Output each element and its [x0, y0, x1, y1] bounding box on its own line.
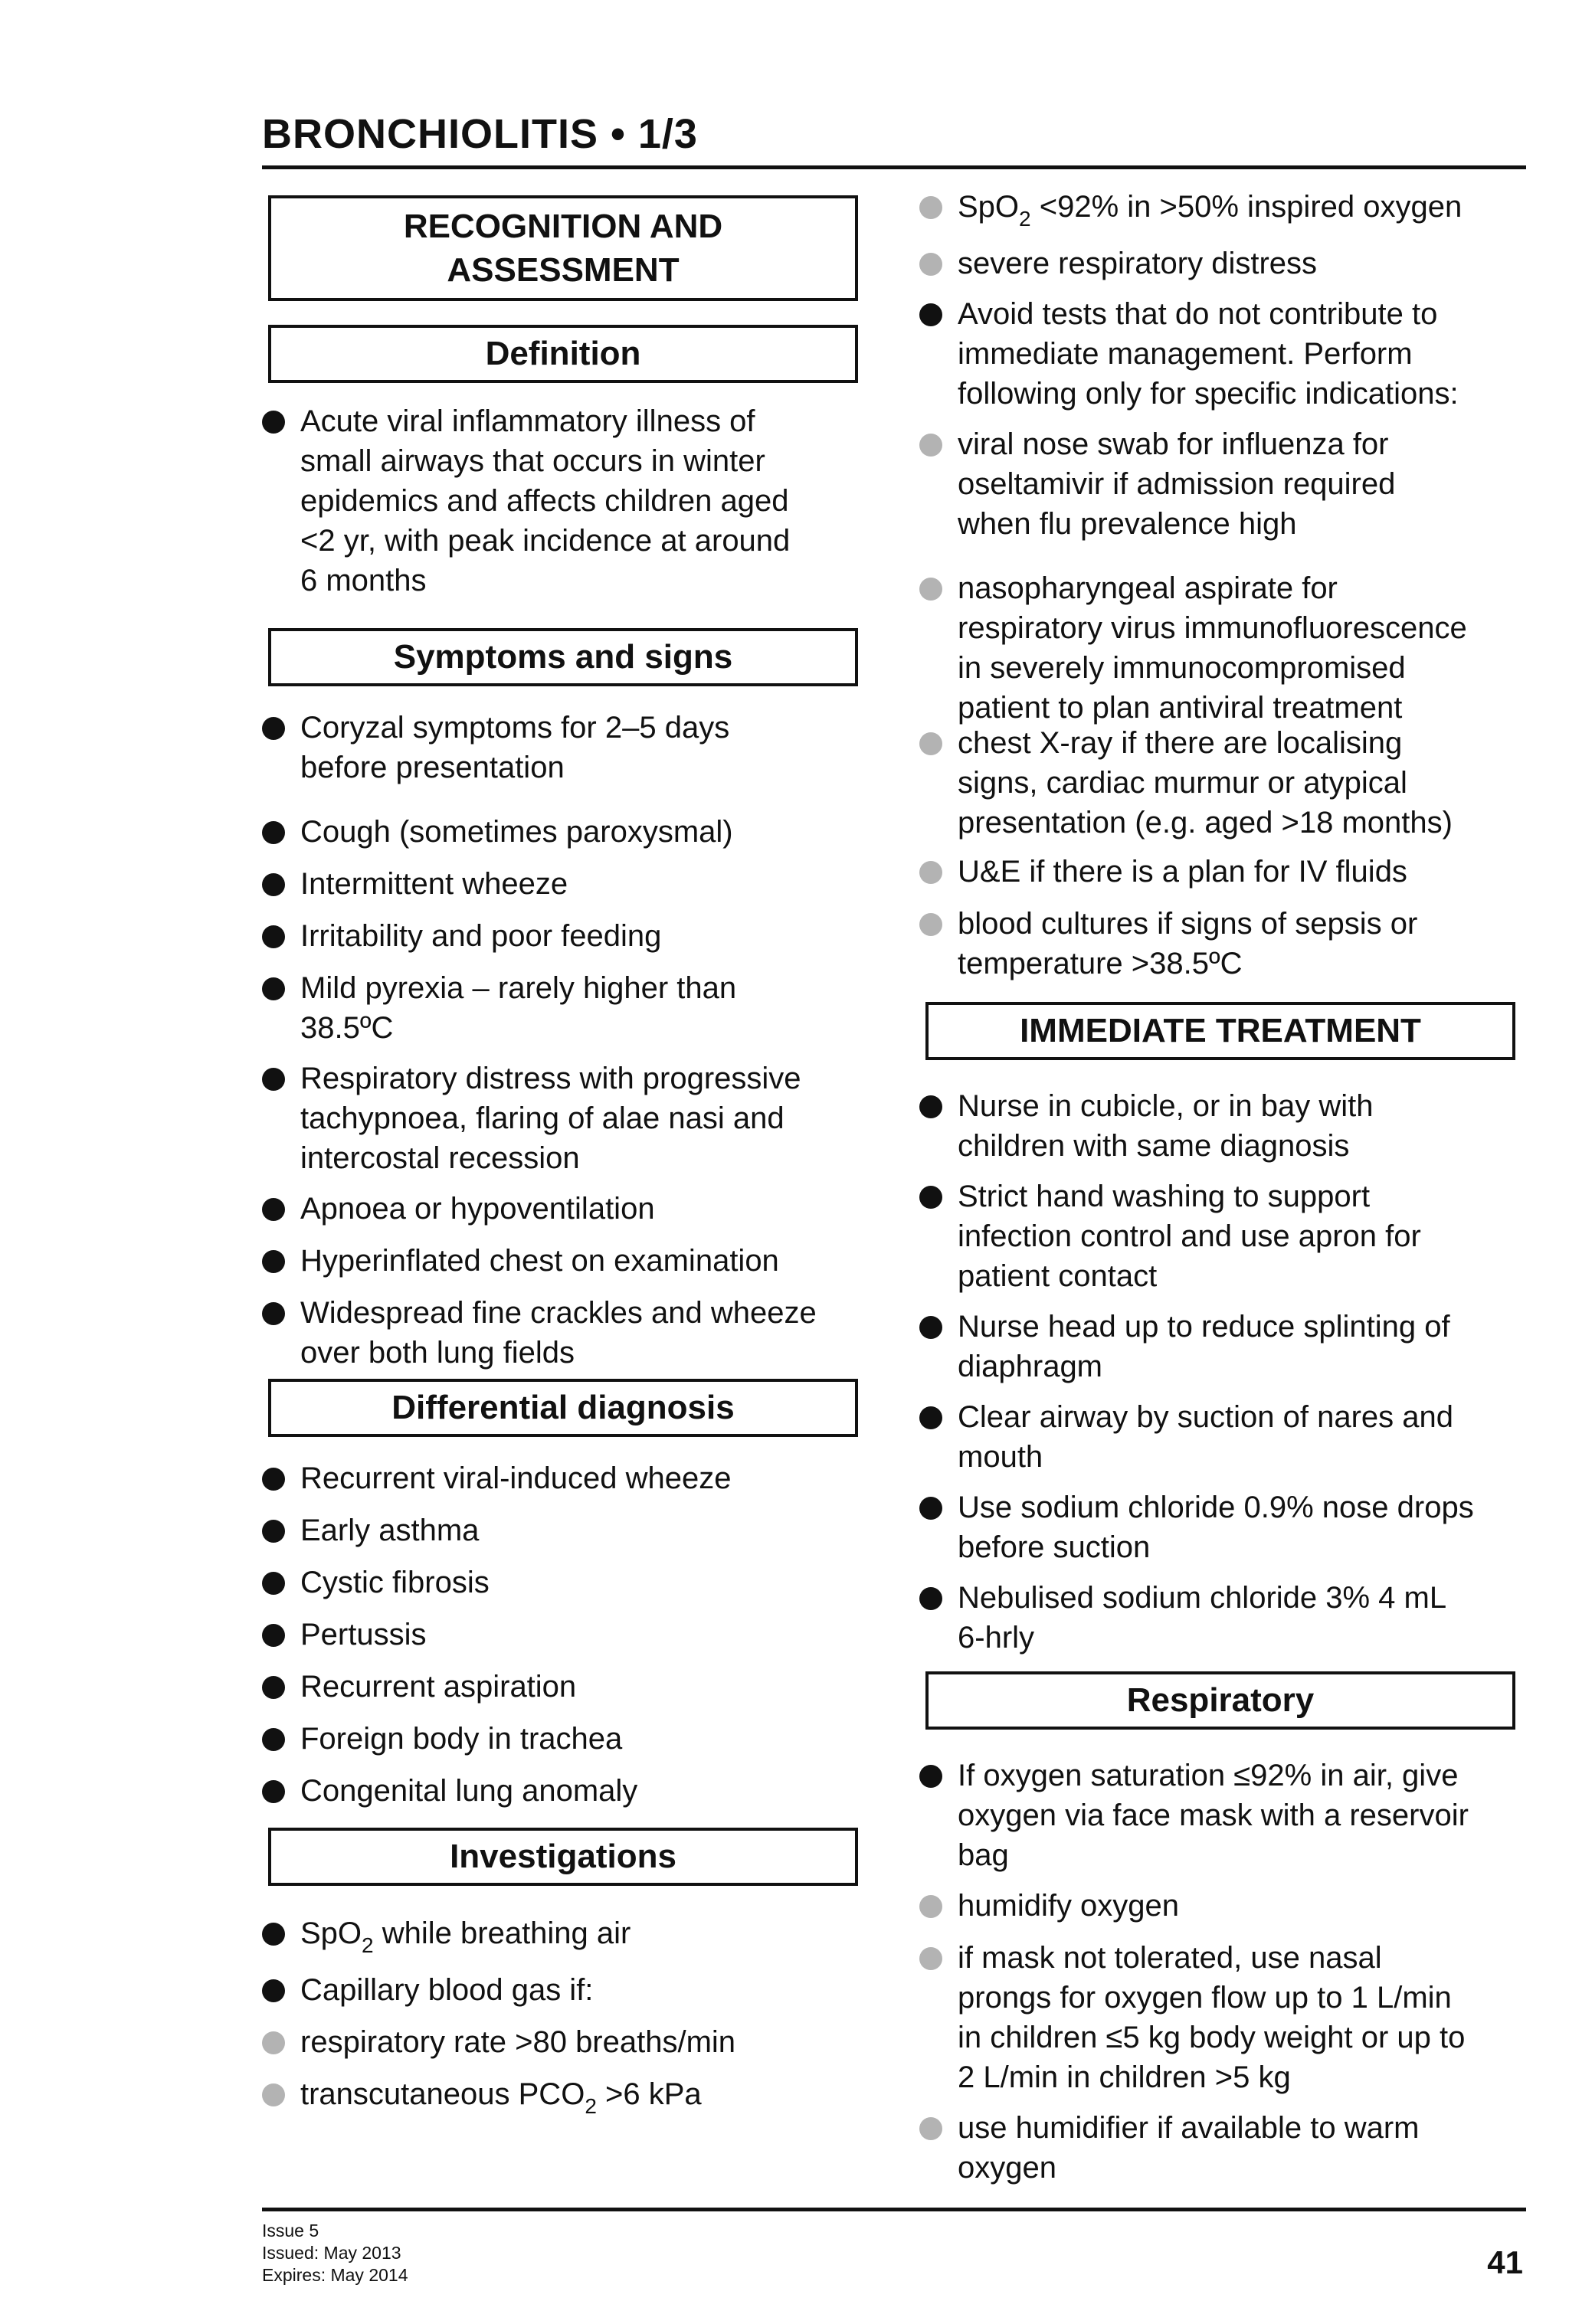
bullet-icon	[262, 2031, 285, 2054]
item-line: tachypnoea, flaring of alae nasi and	[300, 1101, 784, 1135]
immediate-treatment-item	[919, 1578, 1548, 1658]
investigation-indication-item	[919, 294, 1548, 414]
bullet-icon	[262, 1068, 285, 1091]
bullet-icon	[262, 1624, 285, 1647]
text-part: <92% in >50% inspired oxygen	[1030, 190, 1463, 224]
investigation-indication-item	[919, 568, 1548, 728]
heading-definition: Definition	[268, 325, 858, 383]
item-line: infection control and use apron for	[958, 1219, 1421, 1253]
differential-item	[262, 1511, 890, 1550]
item-line: Mild pyrexia – rarely higher than	[300, 971, 737, 1005]
text-part: >6 kPa	[596, 2077, 702, 2111]
item-line: presentation (e.g. aged >18 months)	[958, 806, 1453, 840]
header-rule	[262, 165, 1526, 169]
bullet-icon	[919, 2117, 942, 2140]
item-line: Use sodium chloride 0.9% nose drops	[958, 1491, 1474, 1524]
item-line: 6 months	[300, 564, 427, 597]
differential-item	[262, 1719, 890, 1759]
bullet-icon	[262, 2083, 285, 2106]
item-line: 38.5ºC	[300, 1011, 394, 1045]
bullet-icon	[262, 1923, 285, 1946]
heading-respiratory: Respiratory	[925, 1671, 1515, 1730]
bullet-icon	[262, 977, 285, 1000]
investigation-item-pco2	[262, 2074, 875, 2117]
bullet-icon	[262, 717, 285, 740]
item-line: Strict hand washing to support	[958, 1180, 1371, 1213]
item-line: Intermittent wheeze	[300, 867, 568, 901]
heading-differential-diagnosis: Differential diagnosis	[268, 1379, 858, 1437]
item-line: <2 yr, with peak incidence at around	[300, 524, 791, 558]
symptom-item	[262, 708, 890, 787]
bullet-icon	[262, 1728, 285, 1751]
text-part: SpO	[300, 1916, 362, 1950]
bullet-icon	[262, 411, 285, 434]
item-line: before suction	[958, 1530, 1151, 1564]
immediate-treatment-item	[919, 1307, 1548, 1386]
bullet-icon	[262, 873, 285, 896]
heading-immediate-treatment: IMMEDIATE TREATMENT	[925, 1002, 1515, 1060]
text-part: Capillary blood gas if:	[300, 1973, 594, 2007]
page-title: BRONCHIOLITIS • 1/3	[262, 111, 698, 157]
item-line: Respiratory distress with progressive	[300, 1062, 801, 1095]
symptom-item	[262, 968, 890, 1048]
item-line: oxygen via face mask with a reservoir	[958, 1799, 1469, 1832]
item-line: in children ≤5 kg body weight or up to	[958, 2021, 1466, 2054]
item-line: blood cultures if signs of sepsis or	[958, 907, 1418, 941]
definition-item	[262, 401, 890, 601]
footer-rule	[262, 2208, 1526, 2211]
bullet-icon	[919, 1095, 942, 1118]
item-line: temperature >38.5ºC	[958, 947, 1243, 980]
symptom-item	[262, 916, 890, 956]
bullet-icon	[262, 1676, 285, 1699]
item-line: 6-hrly	[958, 1621, 1035, 1655]
investigation-indication-item	[919, 244, 1548, 283]
item-line: Pertussis	[300, 1618, 427, 1651]
investigation-item-resp-rate	[262, 2022, 875, 2062]
text-part: transcutaneous PCO	[300, 2077, 585, 2111]
bullet-icon	[919, 1765, 942, 1788]
item-line: 2 L/min in children >5 kg	[958, 2061, 1291, 2094]
immediate-treatment-item	[919, 1488, 1548, 1567]
respiratory-item	[919, 1756, 1548, 1875]
bullet-icon	[262, 1520, 285, 1543]
bullet-icon	[919, 578, 942, 601]
symptom-item	[262, 1059, 890, 1178]
item-line: If oxygen saturation ≤92% in air, give	[958, 1759, 1459, 1792]
respiratory-item	[919, 1886, 1548, 1926]
bullet-icon	[919, 253, 942, 276]
item-line: Recurrent aspiration	[300, 1670, 577, 1704]
item-line: Nurse head up to reduce splinting of	[958, 1310, 1450, 1344]
bullet-icon	[919, 913, 942, 936]
footer-expires-date: Expires: May 2014	[262, 2265, 408, 2285]
bullet-icon	[919, 1587, 942, 1610]
item-line: children with same diagnosis	[958, 1129, 1350, 1163]
bullet-icon	[262, 925, 285, 948]
bullet-icon	[919, 196, 942, 219]
item-line: chest X-ray if there are localising	[958, 726, 1403, 760]
item-line: following only for specific indications:	[958, 377, 1459, 411]
item-line: Foreign body in trachea	[300, 1722, 623, 1756]
item-line: signs, cardiac murmur or atypical	[958, 766, 1407, 800]
footer-issued-date: Issued: May 2013	[262, 2243, 401, 2263]
item-line: Hyperinflated chest on examination	[300, 1244, 779, 1278]
subscript: 2	[1019, 207, 1031, 231]
item-line: oseltamivir if admission required	[958, 467, 1396, 501]
symptom-item	[262, 1293, 890, 1373]
right-item-spo2	[919, 187, 1532, 230]
item-line: intercostal recession	[300, 1141, 580, 1175]
item-line: viral nose swab for influenza for	[958, 427, 1389, 461]
bullet-icon	[262, 1979, 285, 2002]
item-line: Cough (sometimes paroxysmal)	[300, 815, 733, 849]
item-line: Widespread fine crackles and wheeze	[300, 1296, 817, 1330]
symptom-item	[262, 1241, 890, 1281]
item-line: U&E if there is a plan for IV fluids	[958, 855, 1407, 889]
item-line: respiratory virus immunofluorescence	[958, 611, 1467, 645]
item-line: bag	[958, 1838, 1009, 1872]
item-line: mouth	[958, 1440, 1043, 1474]
immediate-treatment-item	[919, 1086, 1548, 1166]
item-line: Early asthma	[300, 1514, 480, 1547]
symptom-item	[262, 864, 890, 904]
item-line: in severely immunocompromised	[958, 651, 1406, 685]
investigation-indication-item	[919, 424, 1548, 544]
item-line: immediate management. Perform	[958, 337, 1413, 371]
bullet-icon	[262, 1250, 285, 1273]
bullet-icon	[919, 1895, 942, 1918]
investigation-indication-item	[919, 723, 1548, 843]
investigation-item-capillary	[262, 1970, 875, 2010]
heading-symptoms-and-signs: Symptoms and signs	[268, 628, 858, 686]
item-line: Nurse in cubicle, or in bay with	[958, 1089, 1374, 1123]
bullet-icon	[262, 1198, 285, 1221]
bullet-icon	[919, 1947, 942, 1970]
investigation-indication-item	[919, 904, 1548, 984]
item-line: patient contact	[958, 1259, 1158, 1293]
text-part: while breathing air	[373, 1916, 631, 1950]
respiratory-item	[919, 2108, 1548, 2188]
box-recognition-assessment	[268, 195, 858, 301]
recognition-line-2: ASSESSMENT	[447, 251, 680, 289]
item-line: over both lung fields	[300, 1336, 575, 1370]
bullet-icon	[919, 1406, 942, 1429]
item-line: prongs for oxygen flow up to 1 L/min	[958, 1981, 1452, 2015]
bullet-icon	[262, 1468, 285, 1491]
differential-item	[262, 1458, 890, 1498]
item-line: use humidifier if available to warm	[958, 2111, 1420, 2145]
bullet-icon	[262, 1572, 285, 1595]
investigation-indication-item	[919, 852, 1548, 892]
item-line: if mask not tolerated, use nasal	[958, 1941, 1382, 1975]
respiratory-item	[919, 1938, 1548, 2097]
bullet-icon	[919, 1186, 942, 1209]
bullet-icon	[919, 303, 942, 326]
subscript: 2	[362, 1933, 374, 1957]
bullet-icon	[919, 1316, 942, 1339]
bullet-icon	[919, 732, 942, 755]
recognition-line-1: RECOGNITION AND	[403, 207, 723, 245]
bullet-icon	[262, 1780, 285, 1803]
item-line: Nebulised sodium chloride 3% 4 mL	[958, 1581, 1447, 1615]
immediate-treatment-item	[919, 1177, 1548, 1296]
item-line: Congenital lung anomaly	[300, 1774, 638, 1808]
differential-item	[262, 1615, 890, 1655]
investigation-item-spo2	[262, 1913, 875, 1956]
item-line: Coryzal symptoms for 2–5 days	[300, 711, 730, 745]
differential-item	[262, 1563, 890, 1602]
subscript: 2	[585, 2094, 597, 2118]
item-line: diaphragm	[958, 1350, 1103, 1383]
item-line: severe respiratory distress	[958, 247, 1318, 280]
item-line: Avoid tests that do not contribute to	[958, 297, 1438, 331]
item-line: before presentation	[300, 751, 565, 784]
item-line: patient to plan antiviral treatment	[958, 691, 1403, 725]
text-part: SpO	[958, 190, 1020, 224]
differential-item	[262, 1771, 890, 1811]
bullet-icon	[919, 1497, 942, 1520]
item-line: nasopharyngeal aspirate for	[958, 571, 1338, 605]
bullet-icon	[262, 1302, 285, 1325]
heading-investigations: Investigations	[268, 1828, 858, 1886]
symptom-item	[262, 812, 890, 852]
item-line: Apnoea or hypoventilation	[300, 1192, 655, 1226]
item-line: Recurrent viral-induced wheeze	[300, 1462, 732, 1495]
page-number: 41	[1487, 2244, 1523, 2280]
footer-issue: Issue 5	[262, 2221, 319, 2241]
symptom-item	[262, 1189, 890, 1229]
differential-item	[262, 1667, 890, 1707]
bullet-icon	[262, 821, 285, 844]
item-line: Acute viral inflammatory illness of	[300, 404, 755, 438]
item-line: Clear airway by suction of nares and	[958, 1400, 1453, 1434]
immediate-treatment-item	[919, 1397, 1548, 1477]
item-line: small airways that occurs in winter	[300, 444, 765, 478]
item-line: epidemics and affects children aged	[300, 484, 789, 518]
item-line: Irritability and poor feeding	[300, 919, 662, 953]
bullet-icon	[919, 861, 942, 884]
item-line: oxygen	[958, 2151, 1056, 2185]
text-part: respiratory rate >80 breaths/min	[300, 2025, 736, 2059]
item-line: when flu prevalence high	[958, 507, 1297, 541]
item-line: Cystic fibrosis	[300, 1566, 490, 1599]
item-line: humidify oxygen	[958, 1889, 1180, 1923]
bullet-icon	[919, 434, 942, 457]
